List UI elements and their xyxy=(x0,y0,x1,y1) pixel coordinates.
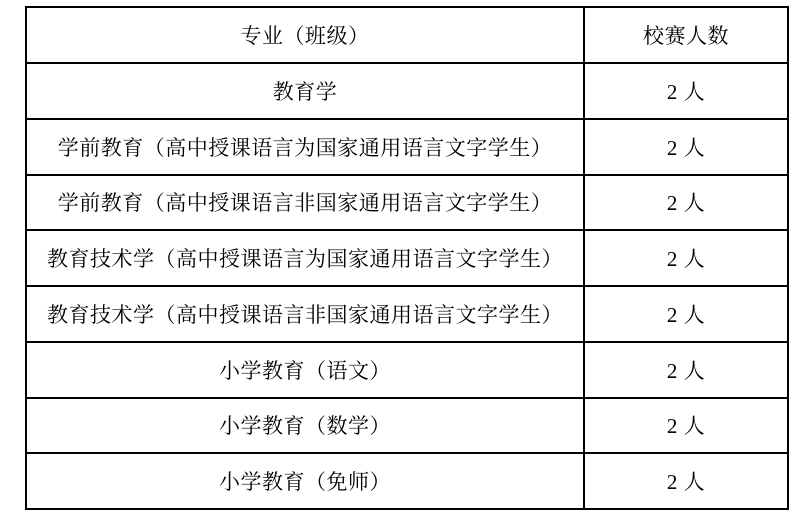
count-cell: 2 人 xyxy=(584,119,788,175)
major-cell: 学前教育（高中授课语言非国家通用语言文字学生） xyxy=(26,175,584,231)
count-cell: 2 人 xyxy=(584,342,788,398)
table-row xyxy=(26,175,788,231)
count-cell: 2 人 xyxy=(584,230,788,286)
major-cell: 教育技术学（高中授课语言为国家通用语言文字学生） xyxy=(26,230,584,286)
header-major-cell: 专业（班级） xyxy=(26,7,584,63)
table-row xyxy=(26,453,788,509)
count-cell: 2 人 xyxy=(584,175,788,231)
count-cell: 2 人 xyxy=(584,286,788,342)
competition-quota-table xyxy=(25,6,789,510)
count-cell: 2 人 xyxy=(584,63,788,119)
major-cell: 教育技术学（高中授课语言非国家通用语言文字学生） xyxy=(26,286,584,342)
count-cell: 2 人 xyxy=(584,398,788,454)
major-cell: 小学教育（数学） xyxy=(26,398,584,454)
enrollment-table-container xyxy=(25,6,787,510)
major-cell: 小学教育（免师） xyxy=(26,453,584,509)
count-cell: 2 人 xyxy=(584,453,788,509)
major-cell: 教育学 xyxy=(26,63,584,119)
table-row xyxy=(26,398,788,454)
table-row xyxy=(26,230,788,286)
table-row xyxy=(26,63,788,119)
table-row xyxy=(26,119,788,175)
major-cell: 学前教育（高中授课语言为国家通用语言文字学生） xyxy=(26,119,584,175)
header-count-cell: 校赛人数 xyxy=(584,7,788,63)
table-header-row xyxy=(26,7,788,63)
table-row xyxy=(26,286,788,342)
table-row xyxy=(26,342,788,398)
major-cell: 小学教育（语文） xyxy=(26,342,584,398)
